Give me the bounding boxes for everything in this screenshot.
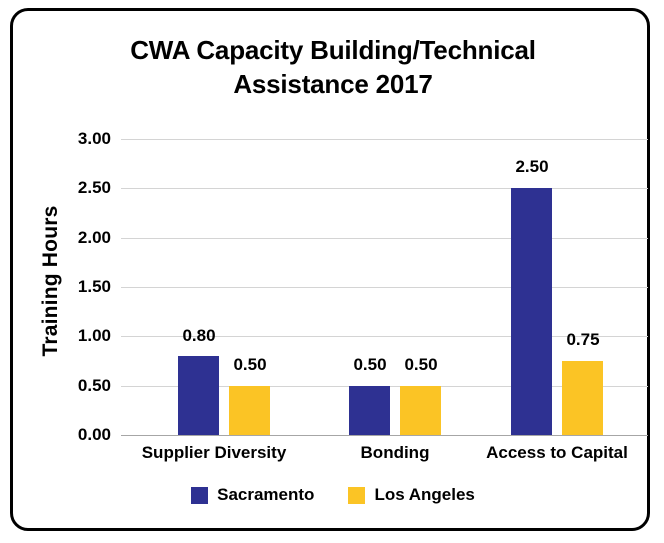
y-tick-label-2: 1.00	[77, 326, 111, 345]
bar-value-los-angeles-access-to-capital: 0.75	[566, 330, 600, 349]
bar-value-sacramento-bonding: 0.50	[353, 355, 387, 374]
legend-swatch-sacramento-icon	[191, 487, 208, 504]
chart-frame	[10, 8, 650, 531]
plot-area	[13, 11, 653, 534]
legend-item-los-angeles[interactable]	[348, 485, 474, 505]
y-tick-label-0: 0.00	[77, 425, 111, 444]
chart-title-line-1: CWA Capacity Building/Technical	[130, 35, 536, 65]
bar-value-sacramento-supplier-diversity: 0.80	[182, 326, 216, 345]
bar-value-los-angeles-supplier-diversity: 0.50	[233, 355, 267, 374]
bar-los-angeles-access-to-capital	[562, 361, 603, 435]
category-label-bonding: Bonding	[360, 443, 430, 462]
bar-sacramento-bonding	[349, 386, 390, 435]
chart-title-line-2: Assistance 2017	[233, 69, 433, 100]
y-tick-label-4: 2.00	[77, 228, 111, 247]
bar-sacramento-supplier-diversity	[178, 356, 219, 435]
category-label-access-to-capital: Access to Capital	[486, 443, 628, 462]
bar-value-los-angeles-bonding: 0.50	[404, 355, 438, 374]
category-label-supplier-diversity: Supplier Diversity	[141, 443, 287, 462]
legend-label-sacramento: Sacramento	[217, 485, 315, 504]
bar-sacramento-access-to-capital	[511, 188, 552, 435]
y-tick-label-6: 3.00	[77, 129, 111, 148]
y-tick-label-5: 2.50	[77, 178, 111, 197]
y-tick-label-3: 1.50	[77, 277, 111, 296]
bar-los-angeles-bonding	[400, 386, 441, 435]
legend-label-los-angeles: Los Angeles	[374, 485, 475, 504]
legend-swatch-los-angeles-icon	[348, 487, 365, 504]
legend-item-sacramento[interactable]	[191, 485, 314, 505]
y-tick-label-1: 0.50	[77, 376, 111, 395]
y-axis-title: Training Hours	[39, 205, 62, 357]
bar-value-sacramento-access-to-capital: 2.50	[515, 157, 549, 176]
chart-legend	[13, 485, 653, 505]
bar-los-angeles-supplier-diversity	[229, 386, 270, 435]
